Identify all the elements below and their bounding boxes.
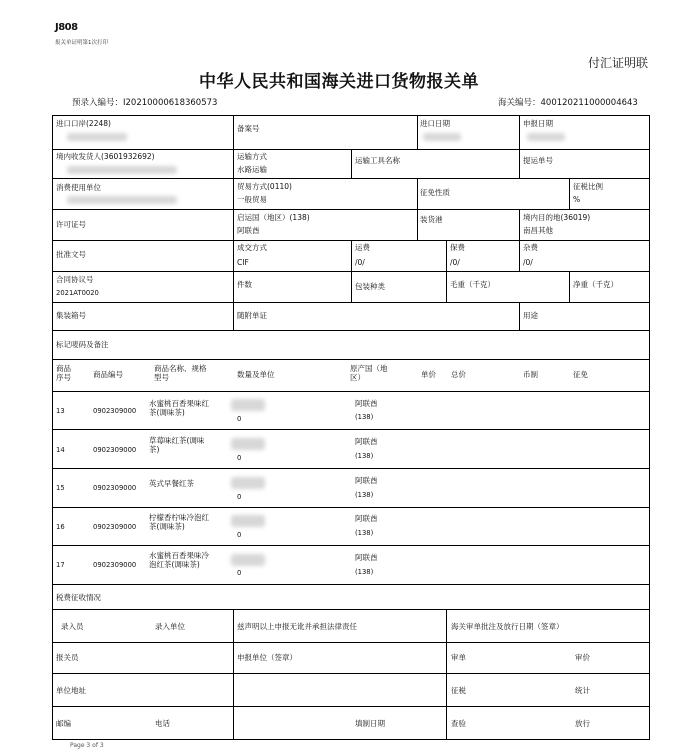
- declaration-form: [52, 115, 650, 740]
- goods-qty: 0: [237, 454, 242, 462]
- goods-code: 0902309000: [93, 407, 137, 415]
- misc-fee-label: 杂费: [523, 243, 538, 252]
- phone-label: 电话: [155, 719, 170, 728]
- goods-header-name: 商品名称、规格 型号: [154, 364, 207, 383]
- consumer-unit-label: 消费使用单位: [56, 183, 101, 192]
- destination-value: 南昌其他: [523, 226, 553, 235]
- transport-mode-value: 水路运输: [237, 165, 267, 174]
- package-type-label: 包装种类: [355, 282, 385, 291]
- pre-entry-number: 预录入编号：I20210000618360573: [72, 98, 218, 108]
- goods-header-seq: 商品 序号: [56, 364, 71, 383]
- customs-approval-label: 海关审单批注及放行日期（签章）: [451, 622, 564, 631]
- goods-origin-code: (138): [355, 529, 374, 537]
- goods-qty: 0: [237, 531, 242, 539]
- redacted-quantity: [231, 554, 265, 566]
- goods-header-origin: 原产国（地 区）: [350, 364, 388, 383]
- goods-seq: 13: [56, 407, 65, 415]
- goods-name: 草莓味红茶(调味 茶): [149, 436, 205, 455]
- redacted-quantity: [231, 515, 265, 527]
- statistics-label: 统计: [575, 686, 590, 695]
- goods-origin-code: (138): [355, 452, 374, 460]
- contract-number-label: 合同协议号: [56, 275, 94, 284]
- insurance-value: /0/: [450, 258, 460, 267]
- goods-header-qty: 数量及单位: [237, 370, 275, 379]
- declare-date-label: 申报日期: [523, 119, 553, 128]
- entry-clerk-label: 录入员: [61, 622, 84, 631]
- deal-mode-label: 成交方式: [237, 243, 267, 252]
- freight-label: 运费: [355, 243, 370, 252]
- tax-collection-label: 税费征收情况: [56, 593, 101, 602]
- goods-header-currency: 币制: [523, 370, 538, 379]
- deal-mode-value: CIF: [237, 258, 249, 267]
- goods-origin-code: (138): [355, 491, 374, 499]
- transport-tool-label: 运输工具名称: [355, 156, 400, 165]
- goods-name: 柠檬香柠味冷泡红 茶(调味茶): [149, 513, 209, 532]
- redacted-quantity: [231, 477, 265, 489]
- trade-mode-label: 贸易方式(0110): [237, 182, 292, 191]
- copy-label: 付汇证明联: [588, 56, 649, 70]
- bill-number-label: 提运单号: [523, 156, 553, 165]
- declare-unit-label: 申报单位（签章）: [237, 653, 297, 662]
- packages-label: 件数: [237, 280, 252, 289]
- redacted-import-date: [423, 133, 461, 141]
- insurance-label: 保费: [450, 243, 465, 252]
- levy-tax-label: 征税: [451, 686, 466, 695]
- goods-qty: 0: [237, 415, 242, 423]
- pricing-label: 审价: [575, 653, 590, 662]
- goods-qty: 0: [237, 569, 242, 577]
- goods-name: 水蜜桃百香果味冷 泡红茶(调味茶): [149, 551, 209, 570]
- approval-number-label: 批准文号: [56, 250, 86, 259]
- misc-fee-value: /0/: [523, 258, 533, 267]
- goods-qty: 0: [237, 493, 242, 501]
- origin-country-label: 启运国（地区）(138): [237, 213, 310, 222]
- entry-port-label: 进口口岸(2248): [56, 119, 111, 128]
- goods-name: 英式早餐红茶: [149, 479, 194, 488]
- tax-ratio-value: %: [573, 195, 581, 204]
- goods-seq: 14: [56, 446, 65, 454]
- origin-country-value: 阿联酋: [237, 226, 260, 235]
- goods-seq: 16: [56, 523, 65, 531]
- goods-origin: 阿联酋: [355, 399, 378, 408]
- goods-header-total: 总价: [451, 370, 466, 379]
- redacted-declare-date: [527, 133, 565, 141]
- fill-date-label: 填制日期: [355, 719, 385, 728]
- tax-ratio-label: 征税比例: [573, 182, 603, 191]
- redacted-port: [67, 133, 127, 141]
- postcode-label: 邮编: [56, 719, 71, 728]
- goods-origin: 阿联酋: [355, 476, 378, 485]
- document-code: J808: [55, 22, 78, 33]
- entry-unit-label: 录入单位: [155, 622, 185, 631]
- review-label: 审单: [451, 653, 466, 662]
- redacted-consignee: [67, 166, 177, 174]
- goods-code: 0902309000: [93, 484, 137, 492]
- print-note: 报关单证明第1次打印: [55, 40, 108, 46]
- goods-name: 水蜜桃百香果味红 茶(调味茶): [149, 399, 209, 418]
- goods-header-price: 单价: [421, 370, 436, 379]
- goods-header-code: 商品编号: [93, 370, 123, 379]
- record-number-label: 备案号: [237, 124, 260, 133]
- goods-origin-code: (138): [355, 413, 374, 421]
- levy-nature-label: 征免性质: [420, 188, 450, 197]
- destination-label: 境内目的地(36019): [523, 213, 591, 222]
- page-number: Page 3 of 3: [70, 742, 104, 749]
- redacted-quantity: [231, 438, 265, 450]
- goods-origin: 阿联酋: [355, 514, 378, 523]
- redacted-quantity: [231, 399, 265, 411]
- marks-remarks-label: 标记唛码及备注: [56, 340, 109, 349]
- goods-code: 0902309000: [93, 446, 137, 454]
- freight-value: /0/: [355, 258, 365, 267]
- contract-number-value: 2021AT0020: [56, 289, 99, 297]
- address-label: 单位地址: [56, 686, 86, 695]
- consignee-label: 境内收发货人(3601932692): [56, 152, 155, 161]
- container-number-label: 集装箱号: [56, 311, 86, 320]
- goods-seq: 17: [56, 561, 65, 569]
- goods-origin: 阿联酋: [355, 437, 378, 446]
- net-weight-label: 净重（千克）: [573, 280, 618, 289]
- attached-docs-label: 随附单证: [237, 311, 267, 320]
- transport-mode-label: 运输方式: [237, 152, 267, 161]
- goods-code: 0902309000: [93, 561, 137, 569]
- redacted-consumer: [67, 196, 177, 204]
- page-title: 中华人民共和国海关进口货物报关单: [199, 72, 479, 92]
- usage-label: 用途: [523, 311, 538, 320]
- loading-port-label: 装货港: [420, 215, 443, 224]
- goods-code: 0902309000: [93, 523, 137, 531]
- trade-mode-value: 一般贸易: [237, 195, 267, 204]
- goods-origin: 阿联酋: [355, 553, 378, 562]
- gross-weight-label: 毛重（千克）: [450, 280, 495, 289]
- release-label: 放行: [575, 719, 590, 728]
- goods-origin-code: (138): [355, 568, 374, 576]
- license-label: 许可证号: [56, 220, 86, 229]
- goods-header-levy: 征免: [573, 370, 588, 379]
- import-date-label: 进口日期: [420, 119, 450, 128]
- declaration-statement: 兹声明以上申报无讹并承担法律责任: [237, 622, 357, 631]
- inspection-label: 查验: [451, 719, 466, 728]
- declarer-label: 报关员: [56, 653, 79, 662]
- goods-seq: 15: [56, 484, 65, 492]
- customs-number: 海关编号：400120211000004643: [498, 98, 638, 108]
